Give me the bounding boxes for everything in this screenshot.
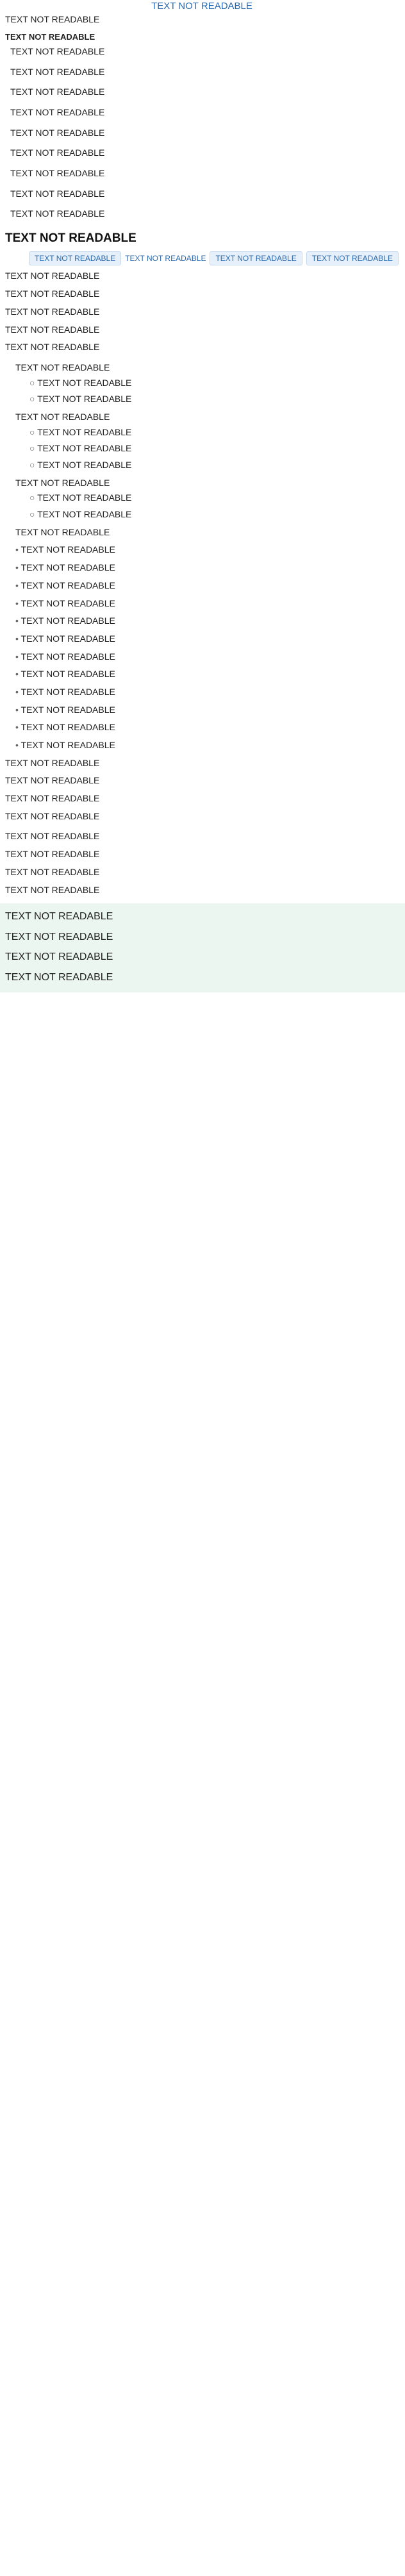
pager-all-button[interactable]: TEXT NOT READABLE <box>306 251 399 265</box>
wordlist-item: TEXT NOT READABLE <box>10 147 105 158</box>
task-sub-item: ○ TEXT NOT READABLE <box>29 458 399 473</box>
english-paragraph-large: TEXT NOT READABLE <box>5 931 113 942</box>
vocab-item: • TEXT NOT READABLE <box>15 579 399 593</box>
english-paragraph-large: TEXT NOT READABLE <box>5 911 113 923</box>
wordlist-item: TEXT NOT READABLE <box>10 46 105 56</box>
wordlist-item: TEXT NOT READABLE <box>10 127 105 138</box>
task-sub-list <box>29 491 399 521</box>
task-sub-item: ○ TEXT NOT READABLE <box>29 442 399 456</box>
wordlist-item: TEXT NOT READABLE <box>10 66 105 77</box>
text-paragraph: TEXT NOT READABLE <box>5 289 100 299</box>
vocab-item: • TEXT NOT READABLE <box>15 667 399 682</box>
vocab-item: • TEXT NOT READABLE <box>15 597 399 611</box>
russian-paragraph: TEXT NOT READABLE <box>5 810 100 821</box>
wordlist-item: TEXT NOT READABLE <box>10 188 105 199</box>
russian-paragraph: TEXT NOT READABLE <box>5 775 100 786</box>
russian-text-section <box>5 757 399 824</box>
wordlist-title: TEXT NOT READABLE <box>5 31 95 42</box>
english-paragraph: TEXT NOT READABLE <box>5 831 100 842</box>
vocab-item: • TEXT NOT READABLE <box>15 721 399 735</box>
pager <box>5 251 399 265</box>
text-paragraph: TEXT NOT READABLE <box>5 306 100 317</box>
task-sub-item: ○ TEXT NOT READABLE <box>29 426 399 440</box>
task-item <box>15 526 399 540</box>
vocab-item: • TEXT NOT READABLE <box>15 632 399 646</box>
site-brand[interactable]: TEXT NOT READABLE <box>151 1 252 12</box>
english-paragraph-large: TEXT NOT READABLE <box>5 971 113 983</box>
text-section <box>5 269 399 354</box>
task-text: TEXT NOT READABLE <box>15 477 110 488</box>
english-paragraph: TEXT NOT READABLE <box>5 849 100 860</box>
task-sub-item: ○ TEXT NOT READABLE <box>29 508 399 522</box>
task-item <box>15 361 399 406</box>
pager-next-button[interactable]: TEXT NOT READABLE <box>210 251 302 265</box>
task-sub-item: ○ TEXT NOT READABLE <box>29 376 399 390</box>
task-sub-list <box>29 426 399 473</box>
wordlist-item: TEXT NOT READABLE <box>10 106 105 117</box>
vocab-item: • TEXT NOT READABLE <box>15 614 399 628</box>
wordlist-item: TEXT NOT READABLE <box>10 167 105 178</box>
highlighted-translation <box>0 903 405 992</box>
english-paragraph: TEXT NOT READABLE <box>5 866 100 877</box>
vocab-item: • TEXT NOT READABLE <box>15 543 399 557</box>
task-text: TEXT NOT READABLE <box>15 362 110 372</box>
english-paragraph-large: TEXT NOT READABLE <box>5 951 113 963</box>
wordlist-item: TEXT NOT READABLE <box>10 208 105 219</box>
task-item <box>15 476 399 522</box>
english-paragraph: TEXT NOT READABLE <box>5 884 100 895</box>
pager-prev-button[interactable]: TEXT NOT READABLE <box>29 251 121 265</box>
task-sub-item: ○ TEXT NOT READABLE <box>29 392 399 406</box>
russian-paragraph: TEXT NOT READABLE <box>5 757 100 768</box>
vocab-item: • TEXT NOT READABLE <box>15 703 399 717</box>
vocab-item: • TEXT NOT READABLE <box>15 561 399 575</box>
task-list <box>15 361 399 540</box>
vocab-item: • TEXT NOT READABLE <box>15 739 399 753</box>
english-text-section <box>5 830 399 897</box>
vocab-list <box>15 543 399 752</box>
vocab-item: • TEXT NOT READABLE <box>15 650 399 664</box>
text-paragraph: TEXT NOT READABLE <box>5 271 100 281</box>
text-paragraph: TEXT NOT READABLE <box>5 342 100 353</box>
task-sub-item: ○ TEXT NOT READABLE <box>29 491 399 505</box>
task-sub-list <box>29 376 399 406</box>
task-text: TEXT NOT READABLE <box>15 526 110 537</box>
text-paragraph: TEXT NOT READABLE <box>5 324 100 335</box>
intro-text: TEXT NOT READABLE <box>5 14 100 24</box>
wordlist <box>5 45 399 221</box>
vocab-item: • TEXT NOT READABLE <box>15 685 399 699</box>
russian-paragraph: TEXT NOT READABLE <box>5 793 100 804</box>
wordlist-item: TEXT NOT READABLE <box>10 87 105 97</box>
exercise-heading: TEXT NOT READABLE <box>5 231 136 246</box>
pager-page-number: TEXT NOT READABLE <box>125 254 206 263</box>
task-item <box>15 410 399 473</box>
task-text: TEXT NOT READABLE <box>15 411 110 422</box>
